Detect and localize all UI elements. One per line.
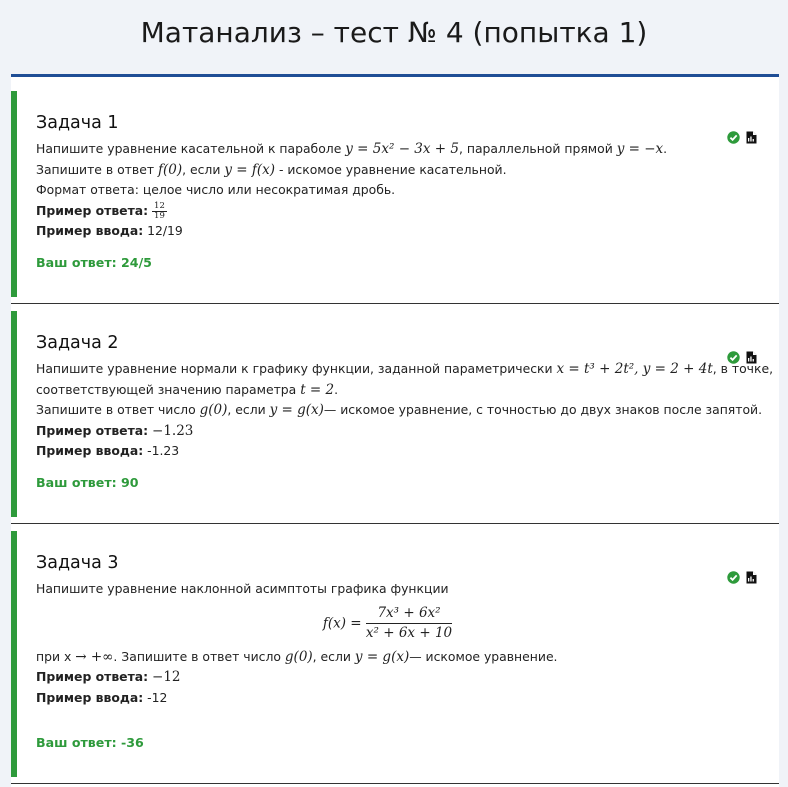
task-card-2	[11, 311, 779, 517]
task-divider	[11, 783, 779, 784]
task-text: Запишите в ответ f(0), если y = f(x) - искомое уравнение касательной.	[36, 161, 507, 178]
your-answer: Ваш ответ: 24/5	[36, 255, 152, 270]
task-divider	[11, 523, 779, 524]
task-title: Задача 2	[36, 333, 119, 353]
task-title: Задача 1	[36, 113, 119, 133]
page-title: Матанализ – тест № 4 (попытка 1)	[140, 16, 648, 49]
task-divider	[11, 303, 779, 304]
tasks-container	[11, 74, 779, 787]
task-text: Напишите уравнение нормали к графику функции, заданной параметрически x = t³ + 2t², y = 2 + 4t, в точке,	[36, 361, 774, 377]
example-answer: Пример ответа: $\frac{12}{19}$	[36, 200, 165, 221]
task-card-3	[11, 531, 779, 777]
task-text: соответствующей значению параметра t = 2.	[36, 381, 339, 398]
your-answer: Ваш ответ: 90	[36, 475, 139, 490]
task-text: Напишите уравнение наклонной асимптоты графика функции	[36, 581, 449, 596]
task-title: Задача 3	[36, 553, 119, 573]
your-answer: Ваш ответ: -36	[36, 735, 144, 750]
task-text: Запишите в ответ число g(0), если y = g(x)— искомое уравнение, с точностью до двух знаков после запятой.	[36, 402, 763, 418]
task-text: Напишите уравнение касательной к параболе y = 5x² − 3x + 5, параллельной прямой y = −x.	[36, 141, 668, 157]
example-input: Пример ввода: -1.23	[36, 443, 180, 458]
task-card-1	[11, 91, 779, 297]
task-text: Формат ответа: целое число или несократимая дробь.	[36, 182, 396, 197]
example-input: Пример ввода: 12/19	[36, 223, 183, 238]
example-answer: Пример ответа: −12	[36, 669, 181, 685]
task-text: при x → +∞. Запишите в ответ число g(0), если y = g(x)— искомое уравнение.	[36, 648, 558, 665]
display-formula: f(x) = $\frac{\text{7x³ + 6x²}}{\text{x² + 6x + 10}}$	[322, 604, 453, 641]
example-answer: Пример ответа: −1.23	[36, 422, 194, 439]
example-input: Пример ввода: -12	[36, 689, 168, 705]
